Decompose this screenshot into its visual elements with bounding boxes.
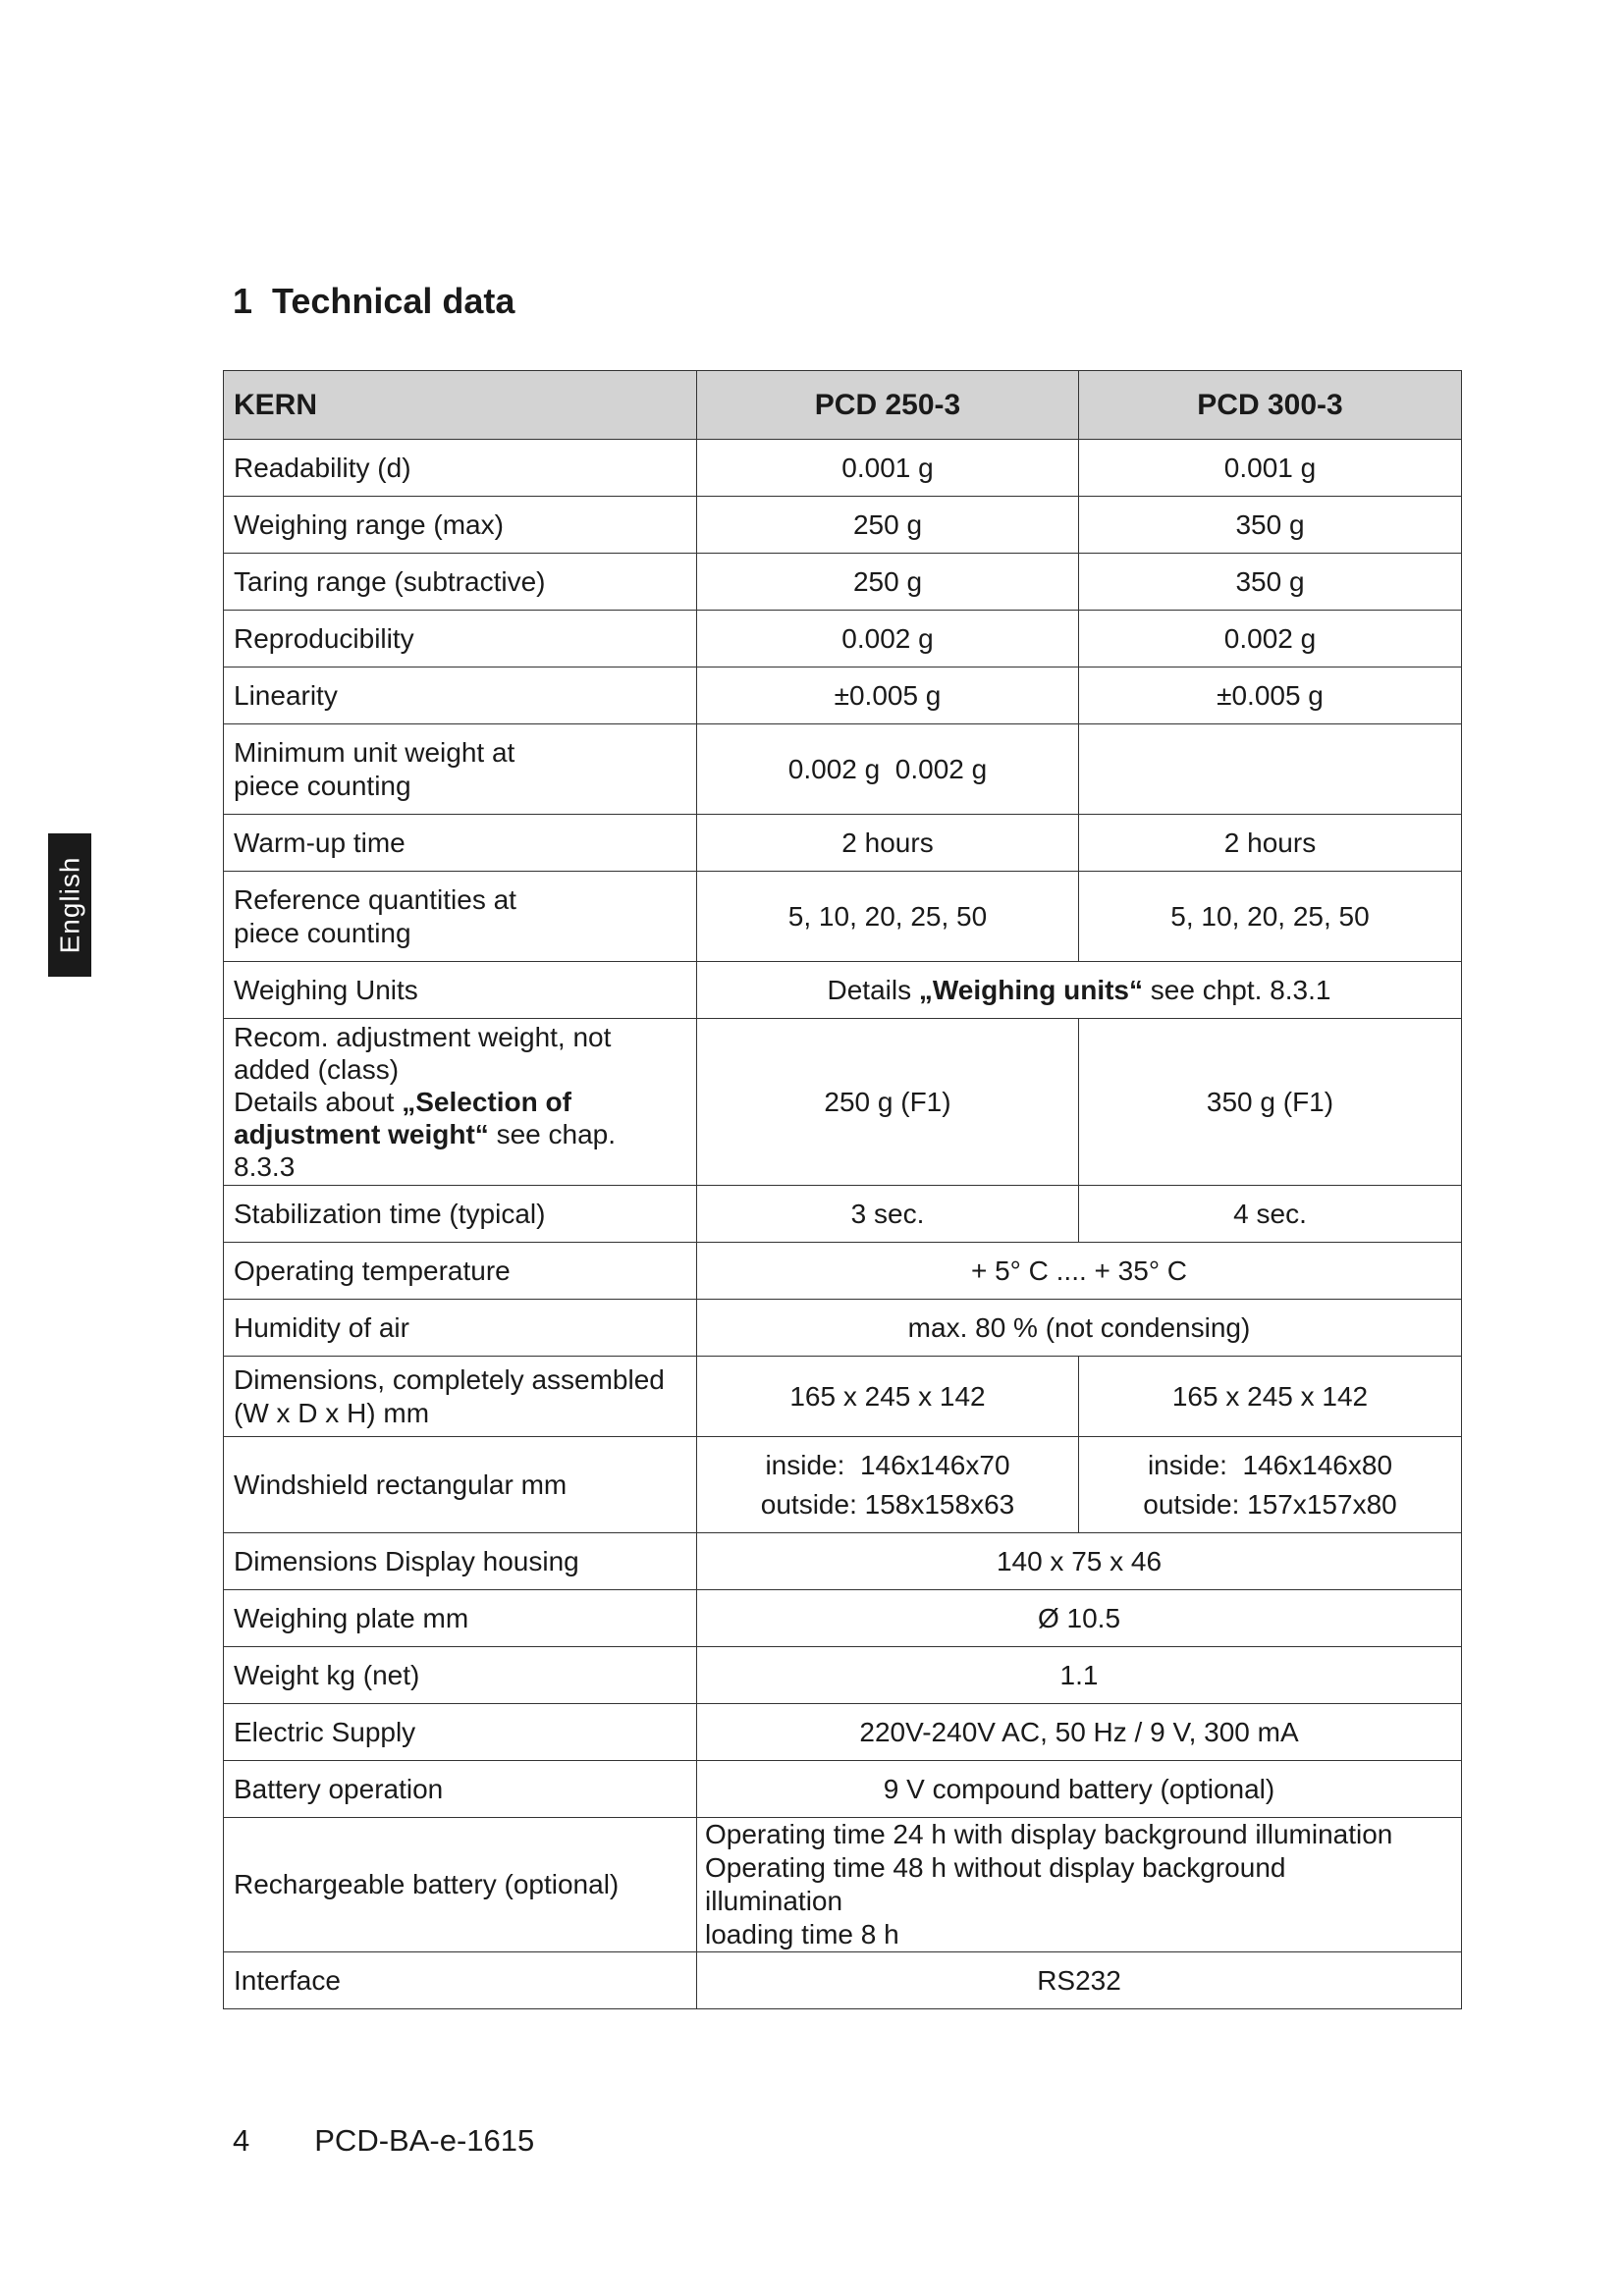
rechargeable-line: illumination [705,1886,843,1916]
row-label: Humidity of air [224,1300,697,1357]
table-row [224,1818,1462,1952]
table-row [224,667,1462,724]
row-label: Linearity [224,667,697,724]
label-text: Details about [234,1087,403,1117]
row-value-merged: 140 x 75 x 46 [697,1533,1462,1590]
page-footer [233,2123,534,2159]
value-text-bold: „Weighing units“ [918,974,1144,1005]
row-label: Weighing range (max) [224,497,697,554]
row-label-line [234,1118,686,1150]
row-label-line: Reference quantities at [234,883,516,915]
rechargeable-line: Operating time 48 h without display background [705,1852,1286,1883]
table-row [224,1533,1462,1590]
row-value-b: 0.001 g [1079,440,1462,497]
table-row [224,554,1462,611]
row-value-merged [697,1818,1462,1952]
row-value-b: 350 g [1079,554,1462,611]
windshield-inside-b: inside: 146x146x80 [1147,1449,1393,1480]
table-row [224,962,1462,1019]
row-label-line: piece counting [234,770,411,801]
row-label [224,1357,697,1437]
row-value-a: ±0.005 g [697,667,1079,724]
table-row [224,1952,1462,2009]
row-value-b: 350 g (F1) [1079,1019,1462,1186]
table-row [224,1357,1462,1437]
windshield-inside-a: inside: 146x146x70 [765,1449,1010,1480]
section-number: 1 [233,281,253,321]
row-value-a: 0.001 g [697,440,1079,497]
row-label-line: (W x D x H) mm [234,1397,430,1428]
row-label: Stabilization time (typical) [224,1186,697,1243]
label-text-bold: adjustment weight“ [234,1119,489,1149]
document-id: PCD-BA-e-1615 [314,2123,535,2158]
row-value-merged: Ø 10.5 [697,1590,1462,1647]
technical-data-table [223,370,1462,2009]
windshield-outside-a: outside: 158x158x63 [760,1488,1015,1520]
row-label: Weight kg (net) [224,1647,697,1704]
row-value-a: 250 g [697,497,1079,554]
value-text: see chpt. 8.3.1 [1143,974,1331,1005]
row-label: Rechargeable battery (optional) [224,1818,697,1952]
header-model-a: PCD 250-3 [697,371,1079,440]
section-heading [233,281,514,322]
table-row [224,611,1462,667]
table-row [224,440,1462,497]
row-value-a: 250 g [697,554,1079,611]
row-label: Warm-up time [224,815,697,872]
row-label: Battery operation [224,1761,697,1818]
row-value-merged: 1.1 [697,1647,1462,1704]
row-value-a: 250 g (F1) [697,1019,1079,1186]
row-value-b: 350 g [1079,497,1462,554]
table-row [224,1243,1462,1300]
label-text: see chap. [488,1119,616,1149]
row-value-a [697,1437,1079,1533]
table-row [224,815,1462,872]
row-label: Interface [224,1952,697,2009]
row-label [224,724,697,815]
table-row [224,1761,1462,1818]
row-value-merged [697,962,1462,1019]
row-value-a: 5, 10, 20, 25, 50 [697,872,1079,962]
row-label: Electric Supply [224,1704,697,1761]
row-value-a: 0.002 g 0.002 g [697,724,1079,815]
row-label-line: Minimum unit weight at [234,736,515,768]
table-row [224,1437,1462,1533]
row-label [224,1019,697,1186]
section-title: Technical data [272,281,515,321]
table-row [224,872,1462,962]
row-label: Taring range (subtractive) [224,554,697,611]
row-label: Weighing plate mm [224,1590,697,1647]
row-label-line [234,1086,686,1118]
row-value-a: 165 x 245 x 142 [697,1357,1079,1437]
row-label-line: Dimensions, completely assembled [234,1363,665,1395]
row-value-b [1079,1437,1462,1533]
header-model-b: PCD 300-3 [1079,371,1462,440]
table-row [224,724,1462,815]
row-label-line: Recom. adjustment weight, not [234,1022,612,1052]
language-tab [48,833,91,977]
row-value-a: 0.002 g [697,611,1079,667]
rechargeable-line: Operating time 24 h with display background illumination [705,1819,1393,1849]
table-row [224,1186,1462,1243]
rechargeable-line: loading time 8 h [705,1919,899,1949]
header-brand: KERN [224,371,697,440]
row-label-line: piece counting [234,917,411,948]
row-label-line: added (class) [234,1054,400,1085]
row-label: Windshield rectangular mm [224,1437,697,1533]
table-row [224,1647,1462,1704]
row-value-b: 2 hours [1079,815,1462,872]
row-label: Operating temperature [224,1243,697,1300]
row-value-b [1079,724,1462,815]
row-value-merged: 9 V compound battery (optional) [697,1761,1462,1818]
language-tab-label: English [54,856,84,954]
row-value-b: 5, 10, 20, 25, 50 [1079,872,1462,962]
row-label [224,872,697,962]
value-text: Details [827,974,919,1005]
row-value-merged: RS232 [697,1952,1462,2009]
table-row [224,1019,1462,1186]
row-value-merged: max. 80 % (not condensing) [697,1300,1462,1357]
table-header-row [224,371,1462,440]
row-label: Weighing Units [224,962,697,1019]
table-row [224,1590,1462,1647]
table-row [224,1300,1462,1357]
row-value-b: ±0.005 g [1079,667,1462,724]
row-value-a: 2 hours [697,815,1079,872]
row-value-a: 3 sec. [697,1186,1079,1243]
row-label: Dimensions Display housing [224,1533,697,1590]
row-value-merged: 220V-240V AC, 50 Hz / 9 V, 300 mA [697,1704,1462,1761]
windshield-outside-b: outside: 157x157x80 [1143,1488,1397,1520]
table-row [224,497,1462,554]
row-value-b: 165 x 245 x 142 [1079,1357,1462,1437]
row-value-b: 0.002 g [1079,611,1462,667]
label-text-bold: „Selection of [402,1087,571,1117]
page-number: 4 [233,2123,250,2158]
row-label: Readability (d) [224,440,697,497]
row-label: Reproducibility [224,611,697,667]
row-value-b: 4 sec. [1079,1186,1462,1243]
row-value-merged: + 5° C .... + 35° C [697,1243,1462,1300]
row-label-line: 8.3.3 [234,1151,296,1182]
table-row [224,1704,1462,1761]
